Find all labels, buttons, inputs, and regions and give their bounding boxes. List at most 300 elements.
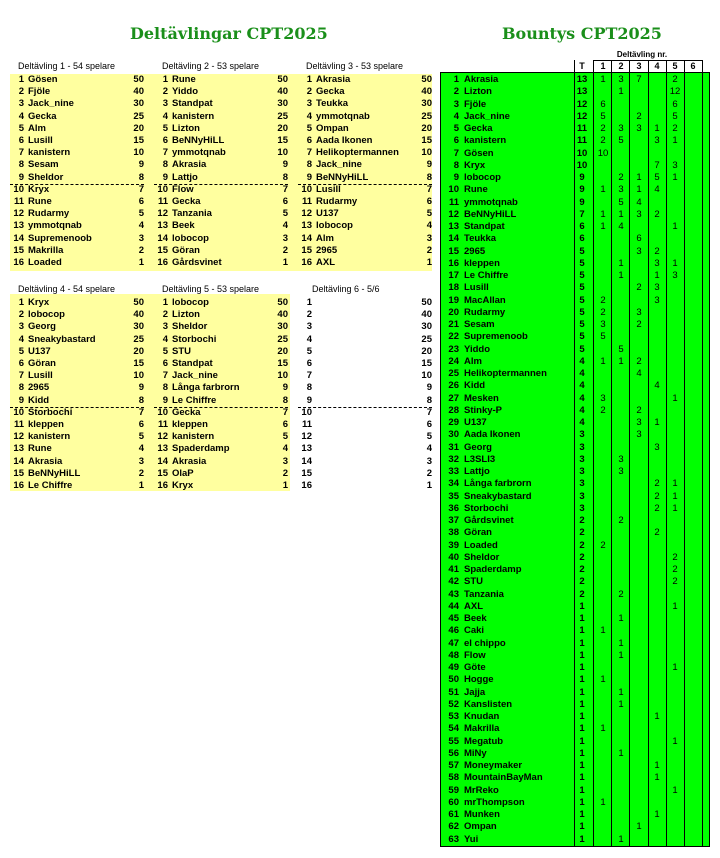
subcompetition-row bbox=[298, 358, 432, 370]
bounty-total: 2 bbox=[579, 527, 585, 539]
bounty-row bbox=[441, 368, 709, 380]
player-name: ymmotqnab bbox=[316, 110, 370, 122]
bounty-rank: 49 bbox=[448, 662, 459, 673]
points: 40 bbox=[277, 309, 288, 321]
bounty-count: 3 bbox=[672, 159, 678, 171]
rank: 9 bbox=[306, 394, 312, 406]
bounty-count: 3 bbox=[654, 135, 660, 147]
subcompetition-row bbox=[154, 245, 288, 257]
rank: 4 bbox=[162, 110, 168, 122]
bounty-count: 1 bbox=[672, 735, 678, 747]
subcompetition-row bbox=[154, 419, 288, 431]
bounty-count: 3 bbox=[618, 184, 624, 196]
bounty-total: 4 bbox=[579, 355, 585, 367]
bounty-player-name: 2965 bbox=[464, 245, 486, 257]
rank: 13 bbox=[13, 220, 24, 232]
bounty-row bbox=[441, 650, 709, 662]
bounty-count: 1 bbox=[600, 796, 606, 808]
bounty-total: 3 bbox=[579, 490, 585, 502]
points: 40 bbox=[133, 86, 144, 98]
bounty-player-name: Knudan bbox=[464, 711, 500, 722]
rank: 2 bbox=[18, 86, 24, 98]
bounty-rank: 59 bbox=[448, 784, 459, 796]
player-name: kanistern bbox=[172, 431, 215, 443]
player-name: Standpat bbox=[172, 358, 213, 369]
bounty-total: 11 bbox=[576, 135, 588, 147]
player-name: Gecka bbox=[172, 406, 201, 418]
points: 5 bbox=[282, 208, 288, 220]
player-name: BeNNyHiLL bbox=[172, 135, 225, 146]
points: 30 bbox=[277, 98, 288, 110]
bounty-count: 5 bbox=[618, 135, 624, 147]
rank: 12 bbox=[301, 431, 312, 443]
subcompetition-row bbox=[154, 98, 288, 110]
bounty-rank: 41 bbox=[448, 564, 459, 575]
bounty-player-name: Jack_nine bbox=[464, 110, 510, 122]
bounty-row bbox=[441, 221, 709, 233]
player-name: Gecka bbox=[172, 196, 201, 207]
rank: 7 bbox=[162, 147, 168, 159]
rank: 8 bbox=[306, 382, 312, 394]
rank: 16 bbox=[157, 480, 168, 491]
bounty-count: 2 bbox=[636, 404, 642, 416]
bounty-row bbox=[441, 576, 709, 588]
player-name: Akrasia bbox=[28, 455, 63, 467]
subcompetition-row bbox=[154, 86, 288, 98]
rank: 8 bbox=[306, 159, 312, 171]
bounty-rank: 36 bbox=[448, 502, 459, 514]
bounty-player-name: L3SLI3 bbox=[464, 453, 496, 465]
bounty-count: 2 bbox=[636, 319, 642, 330]
bounty-row bbox=[441, 527, 709, 539]
bounty-row bbox=[441, 809, 709, 821]
bounty-rank: 3 bbox=[453, 98, 459, 110]
bounty-rank: 4 bbox=[453, 110, 459, 122]
bounty-count: 1 bbox=[636, 184, 642, 196]
rank: 1 bbox=[306, 74, 312, 85]
subcompetition-row bbox=[10, 480, 144, 492]
points: 5 bbox=[426, 431, 432, 443]
player-name: Lizton bbox=[172, 309, 200, 321]
subcompetition-row bbox=[298, 443, 432, 455]
player-name: Yiddo bbox=[172, 86, 199, 98]
bounty-count: 3 bbox=[654, 441, 660, 453]
bounty-row bbox=[441, 258, 709, 270]
subcompetition-row bbox=[154, 309, 288, 321]
points: 1 bbox=[138, 480, 144, 491]
subcompetition-row bbox=[154, 196, 288, 208]
subcompetition-row bbox=[10, 123, 144, 135]
bounty-count: 4 bbox=[618, 221, 624, 232]
player-name: Rudarmy bbox=[316, 196, 358, 207]
rank: 2 bbox=[18, 309, 24, 321]
bounty-total: 2 bbox=[579, 539, 585, 551]
subcompetition-row bbox=[298, 233, 432, 245]
bounty-total: 1 bbox=[579, 625, 585, 637]
points: 1 bbox=[138, 257, 144, 268]
bounty-count: 1 bbox=[600, 355, 606, 367]
rank: 7 bbox=[306, 147, 312, 159]
points: 9 bbox=[426, 382, 432, 394]
bounty-total: 1 bbox=[579, 735, 585, 747]
bounty-count: 2 bbox=[654, 208, 660, 220]
bounty-count: 1 bbox=[672, 502, 678, 514]
rank: 15 bbox=[301, 244, 312, 256]
bounty-count: 3 bbox=[636, 417, 642, 428]
bounty-rank: 40 bbox=[448, 551, 459, 563]
rank: 3 bbox=[306, 321, 312, 333]
bounty-row bbox=[441, 674, 709, 686]
player-name: Sheldor bbox=[28, 171, 64, 183]
subcompetition-row bbox=[10, 358, 144, 370]
points: 40 bbox=[421, 309, 432, 321]
subcompetition-row bbox=[10, 159, 144, 171]
bounty-count: 1 bbox=[654, 760, 660, 771]
player-name: Kryx bbox=[28, 183, 50, 195]
bounty-count: 1 bbox=[600, 74, 606, 85]
bounty-count: 1 bbox=[618, 686, 624, 698]
bounty-count: 2 bbox=[618, 172, 624, 183]
player-name: Le Chiffre bbox=[172, 394, 217, 406]
points: 6 bbox=[426, 196, 432, 207]
bounty-row bbox=[441, 246, 709, 258]
subcompetition-row bbox=[10, 257, 144, 269]
subcompetition-row bbox=[298, 220, 432, 232]
points: 2 bbox=[138, 244, 144, 256]
points: 8 bbox=[282, 394, 288, 406]
subcompetition-row bbox=[154, 321, 288, 333]
points: 4 bbox=[426, 220, 432, 232]
bounty-count: 3 bbox=[654, 294, 660, 306]
bounty-rank: 15 bbox=[448, 245, 459, 257]
rank: 4 bbox=[18, 110, 24, 122]
bounty-total: 3 bbox=[579, 441, 585, 453]
bounty-player-name: Gårdsvinet bbox=[464, 515, 514, 526]
rank: 13 bbox=[157, 220, 168, 232]
subcompetition-row bbox=[298, 208, 432, 220]
rank: 16 bbox=[157, 257, 168, 268]
player-name: Sheldor bbox=[172, 321, 208, 333]
points: 30 bbox=[133, 321, 144, 333]
rank: 2 bbox=[162, 86, 168, 98]
subcompetition-row bbox=[10, 456, 144, 468]
bounty-count: 3 bbox=[654, 282, 660, 294]
bounty-rank: 46 bbox=[448, 625, 459, 637]
subcompetition-row bbox=[154, 407, 288, 419]
rank: 6 bbox=[162, 358, 168, 369]
points: 50 bbox=[421, 74, 432, 85]
player-name: Sesam bbox=[28, 159, 59, 171]
player-name: Supremenoob bbox=[28, 232, 92, 244]
rank: 8 bbox=[162, 382, 168, 394]
bounty-total: 4 bbox=[579, 368, 585, 379]
points: 20 bbox=[133, 345, 144, 357]
rank: 13 bbox=[301, 443, 312, 455]
bounty-total: 4 bbox=[579, 417, 585, 428]
rank: 10 bbox=[13, 183, 24, 195]
rank: 8 bbox=[18, 382, 24, 394]
bounty-rank: 21 bbox=[448, 319, 459, 330]
bounty-total: 3 bbox=[579, 502, 585, 514]
bounty-total: 1 bbox=[579, 784, 585, 796]
bounty-player-name: Sneakybastard bbox=[464, 490, 532, 502]
points: 40 bbox=[133, 309, 144, 321]
bounty-player-name: Rudarmy bbox=[464, 306, 506, 318]
rank: 7 bbox=[162, 370, 168, 382]
bounty-row bbox=[441, 356, 709, 368]
player-name: Georg bbox=[28, 321, 56, 333]
bounty-count: 1 bbox=[654, 711, 660, 722]
points: 4 bbox=[282, 443, 288, 455]
bounty-count: 5 bbox=[600, 331, 606, 343]
player-name: lobocop bbox=[316, 220, 353, 232]
points: 2 bbox=[138, 467, 144, 479]
bounty-count: 2 bbox=[654, 478, 660, 490]
bounty-total: 5 bbox=[579, 343, 585, 355]
subcompetition-row bbox=[10, 443, 144, 455]
bounty-row bbox=[441, 797, 709, 809]
bounty-count: 2 bbox=[672, 74, 678, 85]
player-name: Alm bbox=[316, 232, 334, 244]
bounty-total: 2 bbox=[579, 576, 585, 588]
rank: 1 bbox=[306, 297, 312, 308]
bounty-total: 6 bbox=[579, 233, 585, 245]
rank: 7 bbox=[306, 370, 312, 382]
points: 5 bbox=[138, 208, 144, 220]
bounty-row bbox=[441, 834, 709, 846]
points: 9 bbox=[282, 159, 288, 171]
player-name: Akrasia bbox=[172, 455, 207, 467]
bounty-rank: 39 bbox=[448, 539, 459, 551]
bounty-row bbox=[441, 86, 709, 98]
rank: 9 bbox=[18, 394, 24, 406]
points: 3 bbox=[426, 455, 432, 467]
rank: 15 bbox=[301, 467, 312, 479]
rank: 3 bbox=[18, 98, 24, 110]
rank: 1 bbox=[18, 74, 24, 85]
player-name: Kryx bbox=[172, 480, 194, 491]
bounty-player-name: Moneymaker bbox=[464, 760, 523, 771]
player-name: lobocop bbox=[172, 232, 209, 244]
bounty-total: 1 bbox=[579, 698, 585, 710]
bounty-count: 6 bbox=[636, 233, 642, 245]
rank: 11 bbox=[157, 196, 168, 207]
subcompetition-row bbox=[298, 98, 432, 110]
bounty-count: 5 bbox=[672, 110, 678, 122]
points: 20 bbox=[421, 122, 432, 134]
points: 8 bbox=[138, 394, 144, 406]
bounty-row bbox=[441, 380, 709, 392]
bounty-count: 1 bbox=[654, 270, 660, 281]
player-name: Rudarmy bbox=[28, 208, 70, 220]
subcompetition-row bbox=[154, 346, 288, 358]
bounty-player-name: AXL bbox=[464, 600, 483, 612]
bounty-count: 1 bbox=[618, 355, 624, 367]
bounty-total: 1 bbox=[579, 686, 585, 698]
bounty-rank: 54 bbox=[448, 723, 459, 735]
bounty-player-name: Sheldor bbox=[464, 551, 500, 563]
rank: 9 bbox=[18, 171, 24, 183]
bounty-count: 2 bbox=[654, 527, 660, 539]
bounty-count: 3 bbox=[618, 466, 624, 477]
bounty-row bbox=[441, 442, 709, 454]
bounty-count: 3 bbox=[636, 208, 642, 220]
rank: 3 bbox=[162, 98, 168, 110]
bounty-column-header: T bbox=[579, 61, 585, 71]
player-name: kanistern bbox=[172, 110, 215, 122]
bounty-player-name: Standpat bbox=[464, 221, 505, 232]
player-name: OlaP bbox=[172, 467, 194, 479]
subcompetition-row bbox=[154, 456, 288, 468]
bounty-total: 1 bbox=[579, 809, 585, 820]
bounty-count: 1 bbox=[672, 135, 678, 147]
bounty-count: 3 bbox=[600, 392, 606, 404]
player-name: Rune bbox=[172, 74, 196, 85]
bounty-player-name: Yui bbox=[464, 833, 479, 845]
player-name: Lattjo bbox=[172, 171, 198, 183]
player-name: Sneakybastard bbox=[28, 333, 96, 345]
bounty-rank: 61 bbox=[448, 809, 459, 820]
bounty-player-name: Storbochi bbox=[464, 502, 509, 514]
rank: 4 bbox=[162, 333, 168, 345]
bounty-row bbox=[441, 736, 709, 748]
player-name: Teukka bbox=[316, 98, 349, 110]
bounty-column-header: 1 bbox=[600, 61, 606, 71]
rank: 5 bbox=[162, 122, 168, 134]
subcompetition-row bbox=[154, 370, 288, 382]
rank: 16 bbox=[13, 257, 24, 268]
bounty-count: 1 bbox=[600, 184, 606, 196]
bounty-player-name: U137 bbox=[464, 417, 487, 428]
player-name: Flow bbox=[172, 183, 194, 195]
rank: 2 bbox=[306, 309, 312, 321]
subcompetition-row bbox=[154, 172, 288, 185]
points: 8 bbox=[282, 171, 288, 183]
player-name: Makrilla bbox=[28, 244, 64, 256]
subcompetition-row bbox=[298, 123, 432, 135]
bounty-rank: 31 bbox=[448, 441, 459, 453]
bounty-column-header: 4 bbox=[654, 61, 660, 71]
bounty-row bbox=[441, 699, 709, 711]
bounty-row bbox=[441, 478, 709, 490]
rank: 14 bbox=[13, 232, 24, 244]
bounty-rank: 6 bbox=[453, 135, 459, 147]
bounty-total: 1 bbox=[579, 674, 585, 686]
bounty-rank: 16 bbox=[448, 257, 459, 269]
subcompetition-row bbox=[298, 480, 432, 492]
bounty-row bbox=[441, 662, 709, 674]
bounty-count: 1 bbox=[600, 221, 606, 232]
subcompetition-row bbox=[10, 74, 144, 86]
bounty-column-header: 5 bbox=[672, 61, 678, 71]
points: 25 bbox=[421, 333, 432, 345]
bounty-rank: 38 bbox=[448, 527, 459, 539]
bounty-player-name: MrReko bbox=[464, 784, 499, 796]
subcompetition-header: Deltävling 6 - 5/6 bbox=[312, 284, 380, 294]
bounty-player-name: lobocop bbox=[464, 172, 501, 183]
bounty-total: 1 bbox=[579, 760, 585, 771]
subcompetition-row bbox=[298, 184, 432, 196]
subcompetition-row bbox=[10, 184, 144, 196]
subcompetition-row bbox=[154, 111, 288, 123]
rank: 1 bbox=[162, 74, 168, 85]
bounty-player-name: Aada Ikonen bbox=[464, 429, 521, 441]
bounty-total: 5 bbox=[579, 282, 585, 294]
bounty-count: 4 bbox=[654, 184, 660, 196]
rank: 16 bbox=[13, 480, 24, 491]
bounty-row bbox=[441, 429, 709, 441]
rank: 6 bbox=[18, 358, 24, 369]
player-name: lobocop bbox=[172, 297, 209, 308]
points: 30 bbox=[133, 98, 144, 110]
bounty-count: 2 bbox=[654, 245, 660, 257]
points: 3 bbox=[282, 455, 288, 467]
subcompetition-row bbox=[10, 419, 144, 431]
points: 8 bbox=[426, 394, 432, 406]
bounty-rank: 13 bbox=[448, 221, 459, 232]
bounty-count: 1 bbox=[600, 625, 606, 637]
rank: 11 bbox=[157, 419, 168, 430]
bounty-player-name: Göte bbox=[464, 662, 486, 673]
rank: 1 bbox=[18, 297, 24, 308]
bounty-total: 4 bbox=[579, 380, 585, 392]
bounty-row bbox=[441, 821, 709, 833]
bounty-row bbox=[441, 687, 709, 699]
rank: 6 bbox=[306, 135, 312, 146]
bounty-count: 1 bbox=[672, 172, 678, 183]
rank: 10 bbox=[157, 183, 168, 195]
points: 50 bbox=[133, 74, 144, 85]
subcompetition-row bbox=[298, 370, 432, 382]
bounty-total: 2 bbox=[579, 551, 585, 563]
subcompetition-row bbox=[298, 74, 432, 86]
bounty-total: 1 bbox=[579, 747, 585, 759]
points: 3 bbox=[282, 232, 288, 244]
bounty-total: 13 bbox=[576, 74, 588, 85]
bounty-total: 1 bbox=[579, 662, 585, 673]
subcompetition-row bbox=[298, 309, 432, 321]
bounty-total: 5 bbox=[579, 245, 585, 257]
subcompetition-row bbox=[154, 159, 288, 171]
bounty-player-name: BeNNyHiLL bbox=[464, 208, 517, 220]
player-name: Jack_nine bbox=[316, 159, 362, 171]
bounty-row bbox=[441, 319, 709, 331]
bounty-count: 2 bbox=[618, 515, 624, 526]
bounty-count: 1 bbox=[618, 86, 624, 98]
bounty-total: 3 bbox=[579, 453, 585, 465]
bounty-row bbox=[441, 638, 709, 650]
points: 9 bbox=[138, 159, 144, 171]
bounty-total: 12 bbox=[576, 110, 588, 122]
points: 15 bbox=[133, 358, 144, 369]
points: 10 bbox=[277, 370, 288, 382]
player-name: Lizton bbox=[172, 122, 200, 134]
bounty-total: 10 bbox=[576, 147, 588, 159]
bounty-player-name: Makrilla bbox=[464, 723, 500, 735]
player-name: Lusill bbox=[28, 370, 53, 382]
player-name: STU bbox=[172, 345, 191, 357]
player-name: U137 bbox=[316, 208, 339, 220]
bounty-row bbox=[441, 466, 709, 478]
rank: 14 bbox=[157, 232, 168, 244]
points: 5 bbox=[138, 431, 144, 443]
player-name: kleppen bbox=[172, 419, 208, 430]
bounty-player-name: Megatub bbox=[464, 735, 504, 747]
bounty-column-header: 2 bbox=[618, 61, 624, 71]
bounty-total: 6 bbox=[579, 221, 585, 232]
player-name: Tanzania bbox=[172, 208, 212, 220]
bounty-count: 6 bbox=[600, 98, 606, 110]
